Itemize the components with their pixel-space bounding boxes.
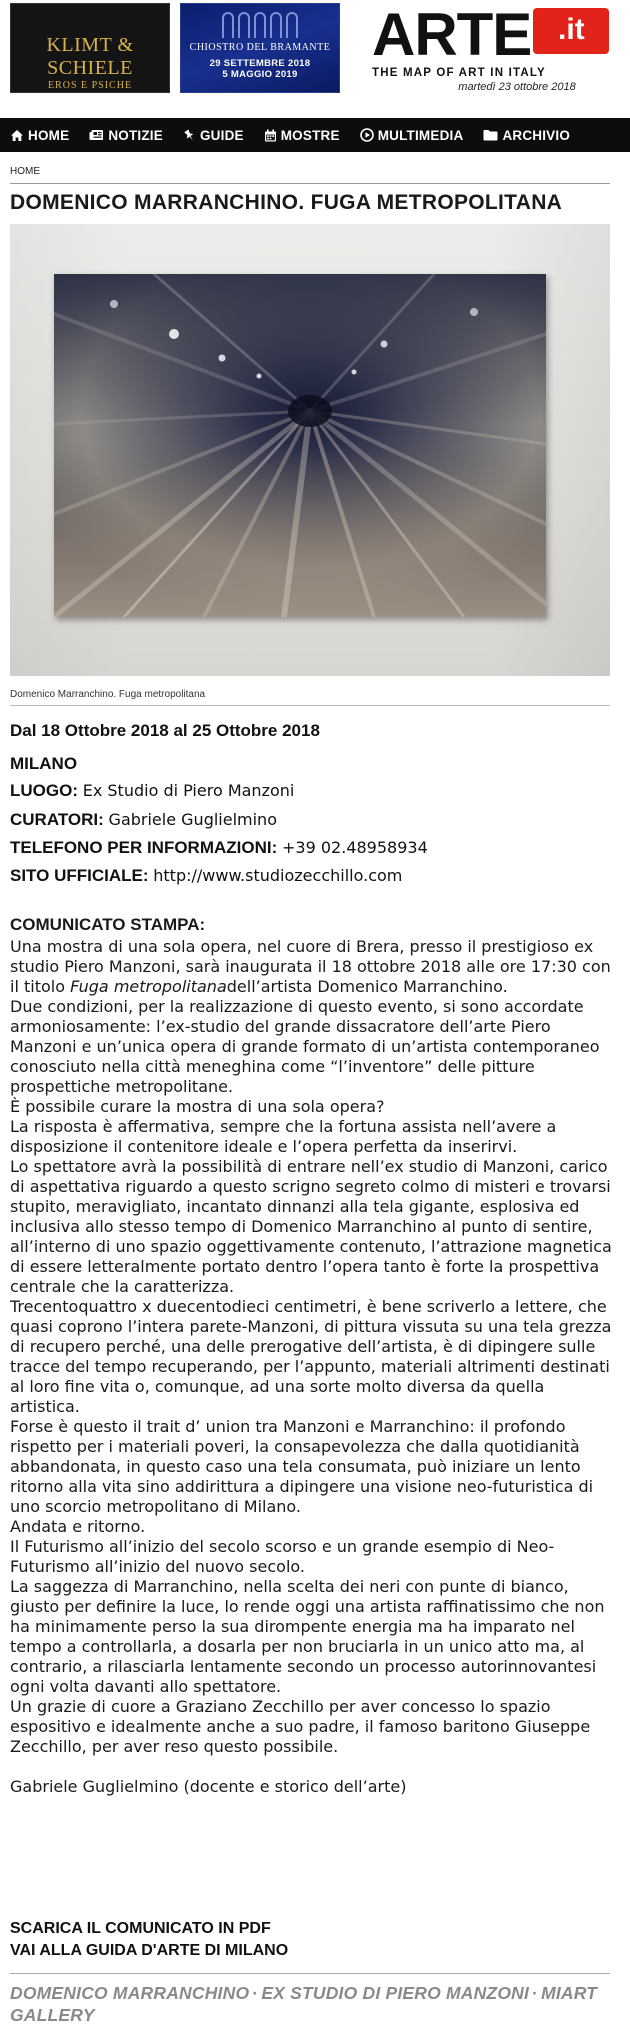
tag-separator: · <box>532 1983 539 2003</box>
website-link[interactable]: http://www.studiozecchillo.com <box>153 866 403 885</box>
pin-icon <box>183 129 196 142</box>
event-city: MILANO <box>10 754 78 773</box>
website-row <box>10 866 610 886</box>
tag-ex-studio-piero-manzoni[interactable]: EX STUDIO DI PIERO MANZONI <box>261 1983 530 2003</box>
venue-label: LUOGO: <box>10 781 78 800</box>
header <box>0 0 630 118</box>
nav-label-home: HOME <box>28 127 70 143</box>
press-release-body <box>10 937 615 1797</box>
press-paragraph: Forse è questo il trait d’ union tra Manzoni e Marranchino: il profondo rispetto per i materiali poveri, la consapevolezza che dalla quotidianità abbandonata, in questo caso una tela consumata, può iniziare un lento ritorno alla vita sino addirittura a dipingere una visione neo-futuristica di uno scorcio metropolitano di Milano. <box>10 1417 594 1516</box>
bramante-ad-start-date: 29 SETTEMBRE 2018 <box>209 58 311 69</box>
nav-item-archivio[interactable] <box>473 128 580 143</box>
nav-item-guide[interactable] <box>173 128 254 143</box>
tag-separator: · <box>252 1983 259 2003</box>
press-paragraph: Andata e ritorno. <box>10 1517 146 1536</box>
press-paragraph: Il Futurismo all’inizio del secolo scorso e un grande esempio di Neo-Futurismo all’inizio del nuovo secolo. <box>10 1537 555 1576</box>
breadcrumb[interactable]: HOME <box>10 166 40 177</box>
main-navigation <box>0 118 630 152</box>
website-label: SITO UFFICIALE: <box>10 866 149 885</box>
tag-miart-gallery[interactable]: MIART GALLERY <box>10 1983 598 2025</box>
press-paragraph: Due condizioni, per la realizzazione di questo evento, si sono accordate armoniosamente: l’ex-studio del grande dissacratore dell’arte Piero Manzoni e un’unica opera di grande formato di un’artista contemporaneo conosciuto nella città meneghina come “l’inventore” delle pitture prospettiche metropolitane. <box>10 997 600 1096</box>
klimt-ad-subtitle: EROS E PSICHE <box>47 80 133 91</box>
curators-label: CURATORI: <box>10 810 104 829</box>
nav-item-notizie[interactable] <box>79 128 173 143</box>
press-paragraph: È possibile curare la mostra di una sola opera? <box>10 1097 385 1116</box>
artwork-photo <box>10 224 610 676</box>
tag-list <box>10 1982 610 2026</box>
artwork-title-italic: Fuga metropolitana <box>70 977 227 996</box>
phone-row <box>10 838 610 858</box>
tag-domenico-marranchino[interactable]: DOMENICO MARRANCHINO <box>10 1983 250 2003</box>
nav-label-notizie: NOTIZIE <box>108 127 163 143</box>
related-links <box>10 1918 288 1962</box>
bramante-ad-end-date: 5 MAGGIO 2019 <box>222 69 298 80</box>
milano-guide-link[interactable]: VAI ALLA GUIDA D'ARTE DI MILANO <box>10 1942 289 1959</box>
press-paragraph: La risposta è affermativa, sempre che la fortuna assista nell’avere a disposizione il contenitore ideale e l’opera perfetta da inserirvi. <box>10 1117 557 1156</box>
nav-label-mostre: MOSTRE <box>280 127 340 143</box>
press-paragraph: Un grazie di cuore a Graziano Zecchillo per aver concesso lo spazio espositivo e idealmente anche a suo padre, il famoso baritono Giuseppe Zecchillo, per aver reso questo possibile. <box>10 1697 591 1756</box>
newspaper-icon <box>89 129 104 141</box>
curators-row <box>10 810 610 830</box>
image-caption: Domenico Marranchino. Fuga metropolitana <box>10 689 206 700</box>
calendar-icon <box>264 129 277 142</box>
tags-divider <box>10 1973 610 1974</box>
phone-value: +39 02.48958934 <box>282 838 428 857</box>
nav-label-multimedia: MULTIMEDIA <box>377 127 464 143</box>
nav-label-archivio: ARCHIVIO <box>502 127 571 143</box>
logo-tagline: THE MAP OF ART IN ITALY <box>372 67 546 79</box>
press-signature: Gabriele Guglielmino (docente e storico dell’arte) <box>10 1777 407 1796</box>
nav-item-multimedia[interactable] <box>350 128 474 143</box>
breadcrumb-divider <box>10 183 610 184</box>
nav-label-guide: GUIDE <box>199 127 244 143</box>
press-paragraph: La saggezza di Marranchino, nella scelta dei neri con punte di bianco, giusto per definire la luce, lo rende oggi una artista raffinatissimo che non ha minimamente perso la sua dirompente energia ma ha imparato nel tempo a controllarla, a dosarla per non bruciarla in un unico atto ma, al contrario, a rilasciarla lentamente secondo un processo autorinnovantesi ogni volta davanti allo spettatore. <box>10 1577 605 1696</box>
site-logo[interactable] <box>372 1 622 96</box>
press-paragraph: Trecentoquattro x duecentodieci centimetri, è bene scriverlo a lettere, che quasi coprono l’intera parete-Manzoni, di pittura vissuta su una tela grezza di recupero perché, una delle prerogative dell’artista, è di dipingere sulle tracce del tempo recuperando, per l’appunto, materiali altrimenti destinati al loro fine vita o, comunque, ad una sorte molto diversa da quella artistica. <box>10 1297 612 1416</box>
folder-icon <box>483 129 498 141</box>
event-dates: Dal 18 Ottobre 2018 al 25 Ottobre 2018 <box>10 721 320 740</box>
logo-word: ARTE <box>372 1 532 68</box>
home-icon <box>10 129 24 142</box>
venue-row <box>10 781 610 801</box>
page-title: DOMENICO MARRANCHINO. FUGA METROPOLITANA <box>10 191 563 214</box>
caption-divider <box>10 705 610 706</box>
logo-tld: .it <box>533 8 609 54</box>
download-pdf-link[interactable]: SCARICA IL COMUNICATO IN PDF <box>10 1920 271 1937</box>
cloister-arches-icon <box>215 12 305 38</box>
press-paragraph: Lo spettatore avrà la possibilità di entrare nell’ex studio di Manzoni, carico di aspettativa riguardo a questo scrigno segreto colmo di misteri e trovarsi stupito, meravigliato, incantato dinnanzi alla tela gigante, esplosiva ed inclusiva allo stesso tempo di Domenico Marranchino al punto di sentire, all’interno di uno spazio oggettivamente contenuto, l’attrazione magnetica di essere letteralmente portato dentro l’opera tanto è forte la prospettiva centrale che la caratterizza. <box>10 1157 612 1296</box>
klimt-ad-title: KLIMT & SCHIELE <box>46 34 134 79</box>
venue-link[interactable]: Ex Studio di Piero Manzoni <box>82 781 295 800</box>
nav-item-mostre[interactable] <box>254 128 350 143</box>
chiostro-bramante-ad-banner[interactable] <box>180 3 340 93</box>
klimt-schiele-ad-banner[interactable] <box>10 3 170 93</box>
bramante-ad-title: CHIOSTRO DEL BRAMANTE <box>189 42 331 53</box>
curators-value: Gabriele Guglielmino <box>108 810 277 829</box>
press-paragraph: Una mostra di una sola opera, nel cuore di Brera, presso il prestigioso ex studio Piero Manzoni, sarà inaugurata il 18 ottobre 2018 alle ore 17:30 con il titolo Fuga metropolitanadell’artista Domenico Marranchino. <box>10 937 611 996</box>
painting-fuga-metropolitana <box>54 274 546 617</box>
current-date: martedì 23 ottobre 2018 <box>458 81 576 93</box>
play-icon <box>360 128 374 142</box>
press-release-heading: COMUNICATO STAMPA: <box>10 915 206 934</box>
nav-item-home[interactable] <box>0 128 79 143</box>
phone-label: TELEFONO PER INFORMAZIONI: <box>10 838 278 857</box>
